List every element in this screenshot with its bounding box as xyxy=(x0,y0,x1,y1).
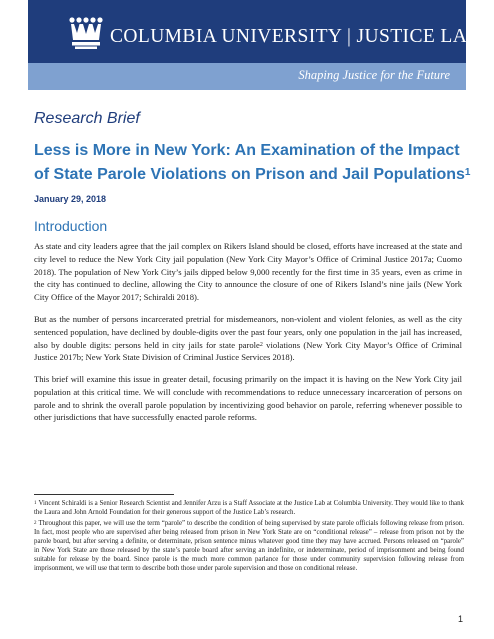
page-number: 1 xyxy=(458,614,464,624)
paragraph-2-text-before: But as the number of persons incarcerated pretrial for misdemeanors, non-violent and violent felonies, as well as the city sentenced population, have declined by double-digits over the past four years, only one population in the jail has increased, also by double digits: persons held in city jails for state parole xyxy=(34,314,462,350)
intro-paragraph-3: This brief will examine this issue in greater detail, focusing primarily on the impact it is having on the New York City jail population at this critical time. We will conclude with recommendations to reduce unnecessary incarceration of persons on parole and to shrink the overall parole population by incentivizing good behavior on parole, referring whenever possible to other jurisdictions that have successfully enacted parole reforms. xyxy=(34,374,462,423)
footnote-1-text: Vincent Schiraldi is a Senior Research Scientist and Jennifer Arzu is a Staff Associate at the Justice Lab at Columbia University. They would like to thank the Laura and John Arnold Foundation for their generous support of the Justice Lab’s research. xyxy=(34,500,464,517)
org-name: COLUMBIA UNIVERSITY | JUSTICE LAB xyxy=(110,26,481,47)
tagline: Shaping Justice for the Future xyxy=(298,68,450,82)
footnote-2-mark: 2 xyxy=(34,521,37,526)
footnote-1 xyxy=(34,499,464,517)
section-heading-introduction: Introduction xyxy=(34,218,108,234)
document-date: January 29, 2018 xyxy=(34,194,107,204)
footnote-2-text: Throughout this paper, we will use the term “parole” to describe the condition of being supervised by state parole officials following release from prison. In fact, most people who are supervised after being released from prison in New York State are on “conditional release” – release from prison not by the parole board, but after serving a definite, or determinate, prison sentence minus whatever good time they may have accrued. Persons released on “parole” in New York State are those released by the state’s parole board after serving an indefinite, or indeterminate, period of imprisonment and being found suitable for release by the board. Since parole is the much more common parlance for those under community supervision following release from imprisonment, we will use that term to describe both those under parole supervision and those on conditional release. xyxy=(34,520,464,573)
header-banner xyxy=(28,0,481,90)
intro-paragraph-1: As state and city leaders agree that the jail complex on Rikers Island should be closed, efforts have increased at the state and city level to reduce the New York City jail population (New York City Mayor’s Office of Criminal Justice 2017a; Cuomo 2018). The population of New York City’s jails dipped below 9,000 recently for the first time in 35 years, even as crime in the city has continued to decline, allowing the City to announce the closure of one of Rikers Island’s nine jails (New York City Office of the Mayor 2017; Schiraldi 2018). xyxy=(34,241,462,303)
footnote-1-mark: 1 xyxy=(34,501,37,506)
intro-paragraph-2 xyxy=(34,313,462,364)
footnote-divider xyxy=(34,494,174,495)
document-title-text: Less is More in New York: An Examination of the Impact of State Parole Violations on Prison and Jail Populations xyxy=(34,142,465,183)
document-label: Research Brief xyxy=(34,110,140,127)
footnote-reference-2: 2 xyxy=(259,341,263,348)
paragraph-2-text-after: violations (New York City Mayor’s Office of Criminal Justice 2017b; New York State Division of Criminal Justice Services 2018). xyxy=(34,339,463,363)
crown-icon xyxy=(68,16,104,50)
document-title xyxy=(34,139,474,186)
footnote-2 xyxy=(34,519,464,574)
title-footnote-mark: 1 xyxy=(464,166,471,178)
